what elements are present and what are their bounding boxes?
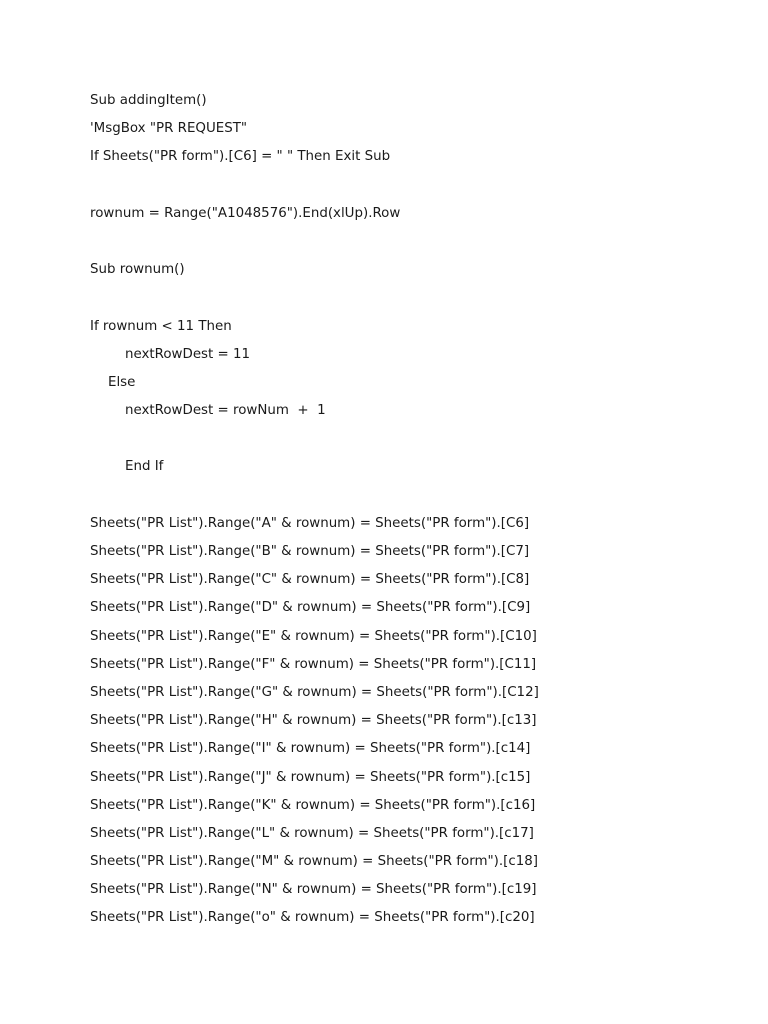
blank-line bbox=[90, 428, 728, 456]
code-line: Sheets("PR List").Range("D" & rownum) = Sheets("PR form").[C9] bbox=[90, 600, 531, 616]
code-text-body bbox=[90, 90, 728, 936]
blank-line bbox=[90, 231, 728, 259]
code-line: Sub rownum() bbox=[90, 262, 185, 278]
code-line: Sheets("PR List").Range("K" & rownum) = Sheets("PR form").[c16] bbox=[90, 797, 536, 813]
code-line: If rownum < 11 Then bbox=[90, 318, 232, 334]
code-line: Sheets("PR List").Range("G" & rownum) = Sheets("PR form").[C12] bbox=[90, 684, 539, 700]
code-line: End If bbox=[125, 459, 164, 475]
code-line: rownum = Range("A1048576").End(xlUp).Row bbox=[90, 205, 401, 221]
code-line: Sheets("PR List").Range("C" & rownum) = Sheets("PR form").[C8] bbox=[90, 572, 530, 588]
code-line: Sheets("PR List").Range("M" & rownum) = Sheets("PR form").[c18] bbox=[90, 854, 538, 870]
code-line: Sheets("PR List").Range("J" & rownum) = Sheets("PR form").[c15] bbox=[90, 769, 531, 785]
code-line: nextRowDest = 11 bbox=[125, 346, 251, 362]
blank-line bbox=[90, 485, 728, 513]
blank-line bbox=[90, 175, 728, 203]
code-line: Sheets("PR List").Range("A" & rownum) = Sheets("PR form").[C6] bbox=[90, 515, 530, 531]
code-line: nextRowDest = rowNum + 1 bbox=[125, 403, 326, 419]
code-line: Sheets("PR List").Range("H" & rownum) = Sheets("PR form").[c13] bbox=[90, 713, 537, 729]
code-line: Sheets("PR List").Range("I" & rownum) = Sheets("PR form").[c14] bbox=[90, 741, 531, 757]
code-line: If Sheets("PR form").[C6] = " " Then Exit Sub bbox=[90, 149, 391, 165]
code-line: Sheets("PR List").Range("N" & rownum) = Sheets("PR form").[c19] bbox=[90, 882, 537, 898]
code-line: Sheets("PR List").Range("L" & rownum) = Sheets("PR form").[c17] bbox=[90, 825, 534, 841]
blank-line bbox=[90, 287, 728, 315]
code-line: Sheets("PR List").Range("B" & rownum) = Sheets("PR form").[C7] bbox=[90, 544, 530, 559]
code-line: 'MsgBox "PR REQUEST" bbox=[90, 121, 248, 137]
code-line: Sub addingItem() bbox=[90, 93, 207, 108]
code-line: Sheets("PR List").Range("E" & rownum) = Sheets("PR form").[C10] bbox=[90, 628, 537, 644]
code-line: Else bbox=[108, 374, 136, 390]
code-line: Sheets("PR List").Range("o" & rownum) = Sheets("PR form").[c20] bbox=[90, 910, 535, 926]
code-line: Sheets("PR List").Range("F" & rownum) = Sheets("PR form").[C11] bbox=[90, 656, 537, 672]
